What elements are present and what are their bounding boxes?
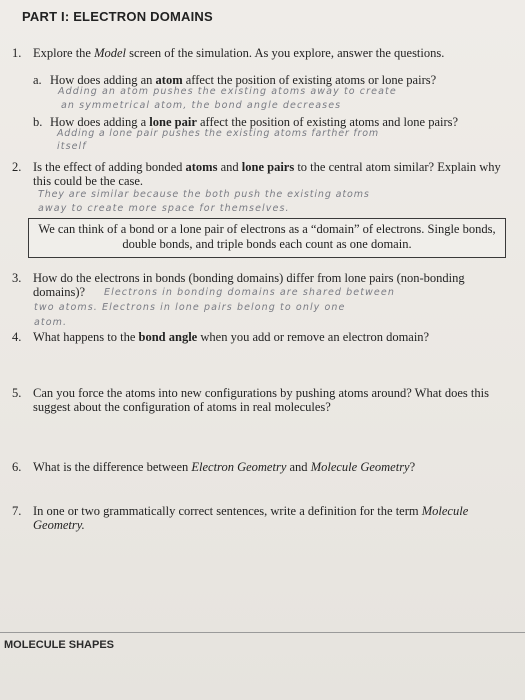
q6-number: 6. <box>12 460 22 474</box>
q1b-answer-line-1: Adding a lone pair pushes the existing atoms farther from <box>57 128 379 139</box>
q2-answer-line-1: They are similar because the both push the existing atoms <box>38 189 370 200</box>
q4-bold: bond angle <box>138 330 198 344</box>
q5-number: 5. <box>12 386 22 400</box>
q6-before: What is the difference between <box>33 460 192 474</box>
q1-number: 1. <box>12 46 22 60</box>
section-divider <box>0 632 525 633</box>
q1-text <box>33 46 444 60</box>
q1-text-before: Explore the <box>33 46 95 60</box>
q7-em-molecule: Molecule <box>421 504 469 518</box>
q1-text-after: screen of the simulation. As you explore, answer the questions. <box>126 46 445 60</box>
q7-line-2 <box>33 518 85 532</box>
q1a-answer-line-1: Adding an atom pushes the existing atoms away to create <box>58 86 397 97</box>
q3-answer-line-3: atom. <box>34 317 68 328</box>
q6-em-molecule-geometry: Molecule Geometry <box>310 460 410 474</box>
q6-mid: and <box>286 460 311 474</box>
part-title: PART I: ELECTRON DOMAINS <box>22 9 213 24</box>
q2-mid: and <box>217 160 242 174</box>
q7-em-geometry: Geometry. <box>33 518 85 532</box>
q1a-after: affect the position of existing atoms or lone pairs? <box>182 73 437 87</box>
q4-text <box>33 330 429 344</box>
q3-line-2: domains)? <box>33 285 86 299</box>
q3-number: 3. <box>12 271 22 285</box>
q6-after: ? <box>409 460 416 474</box>
q3-line-1: How do the electrons in bonds (bonding domains) differ from lone pairs (non-bonding <box>33 271 465 285</box>
q4-after: when you add or remove an electron domain? <box>197 330 430 344</box>
q2-bold-lone-pairs: lone pairs <box>241 160 295 174</box>
q2-after: to the central atom similar? Explain why <box>294 160 501 174</box>
q2-bold-atoms: atoms <box>185 160 218 174</box>
q1b-after: affect the position of existing atoms and lone pairs? <box>196 115 459 129</box>
q2-line-1 <box>33 160 501 174</box>
q6-em-electron-geometry: Electron Geometry <box>191 460 287 474</box>
q5-line-2: suggest about the configuration of atoms in real molecules? <box>33 400 331 414</box>
domain-info-line-2: double bonds, and triple bonds each count as one domain. <box>122 237 412 251</box>
domain-info-box <box>28 218 506 258</box>
q1a-bold: atom <box>155 73 183 87</box>
q3-answer-inline: Electrons in bonding domains are shared between <box>104 287 395 298</box>
q4-before: What happens to the <box>33 330 139 344</box>
q1b-question <box>50 115 458 129</box>
footer-section-title: MOLECULE SHAPES <box>4 639 115 651</box>
q2-answer-line-2: away to create more space for themselves. <box>38 203 290 214</box>
q2-before: Is the effect of adding bonded <box>33 160 186 174</box>
q5-line-1: Can you force the atoms into new configurations by pushing atoms around? What does this <box>33 386 489 400</box>
q1b-answer-line-2: itself <box>57 141 87 152</box>
q1b-label: b. <box>33 115 43 129</box>
q7-before: In one or two grammatically correct sentences, write a definition for the term <box>33 504 422 518</box>
q1-text-em: Model <box>94 46 127 60</box>
q2-line-2: this could be the case. <box>33 174 144 188</box>
q1b-before: How does adding a <box>50 115 150 129</box>
domain-info-line-1: We can think of a bond or a lone pair of electrons as a “domain” of electrons. Single bonds, <box>38 222 496 236</box>
q2-number: 2. <box>12 160 22 174</box>
q3-answer-line-2: two atoms. Electrons in lone pairs belong to only one <box>34 302 346 313</box>
q1a-answer-line-2: an symmetrical atom, the bond angle decreases <box>61 100 342 111</box>
q1a-question <box>50 73 436 87</box>
q4-number: 4. <box>12 330 22 344</box>
q6-text <box>33 460 415 474</box>
q1b-bold: lone pair <box>149 115 197 129</box>
q7-number: 7. <box>12 504 22 518</box>
q7-line-1 <box>33 504 468 518</box>
q1a-before: How does adding an <box>50 73 156 87</box>
q1a-label: a. <box>33 73 42 87</box>
domain-info-text <box>29 219 505 252</box>
